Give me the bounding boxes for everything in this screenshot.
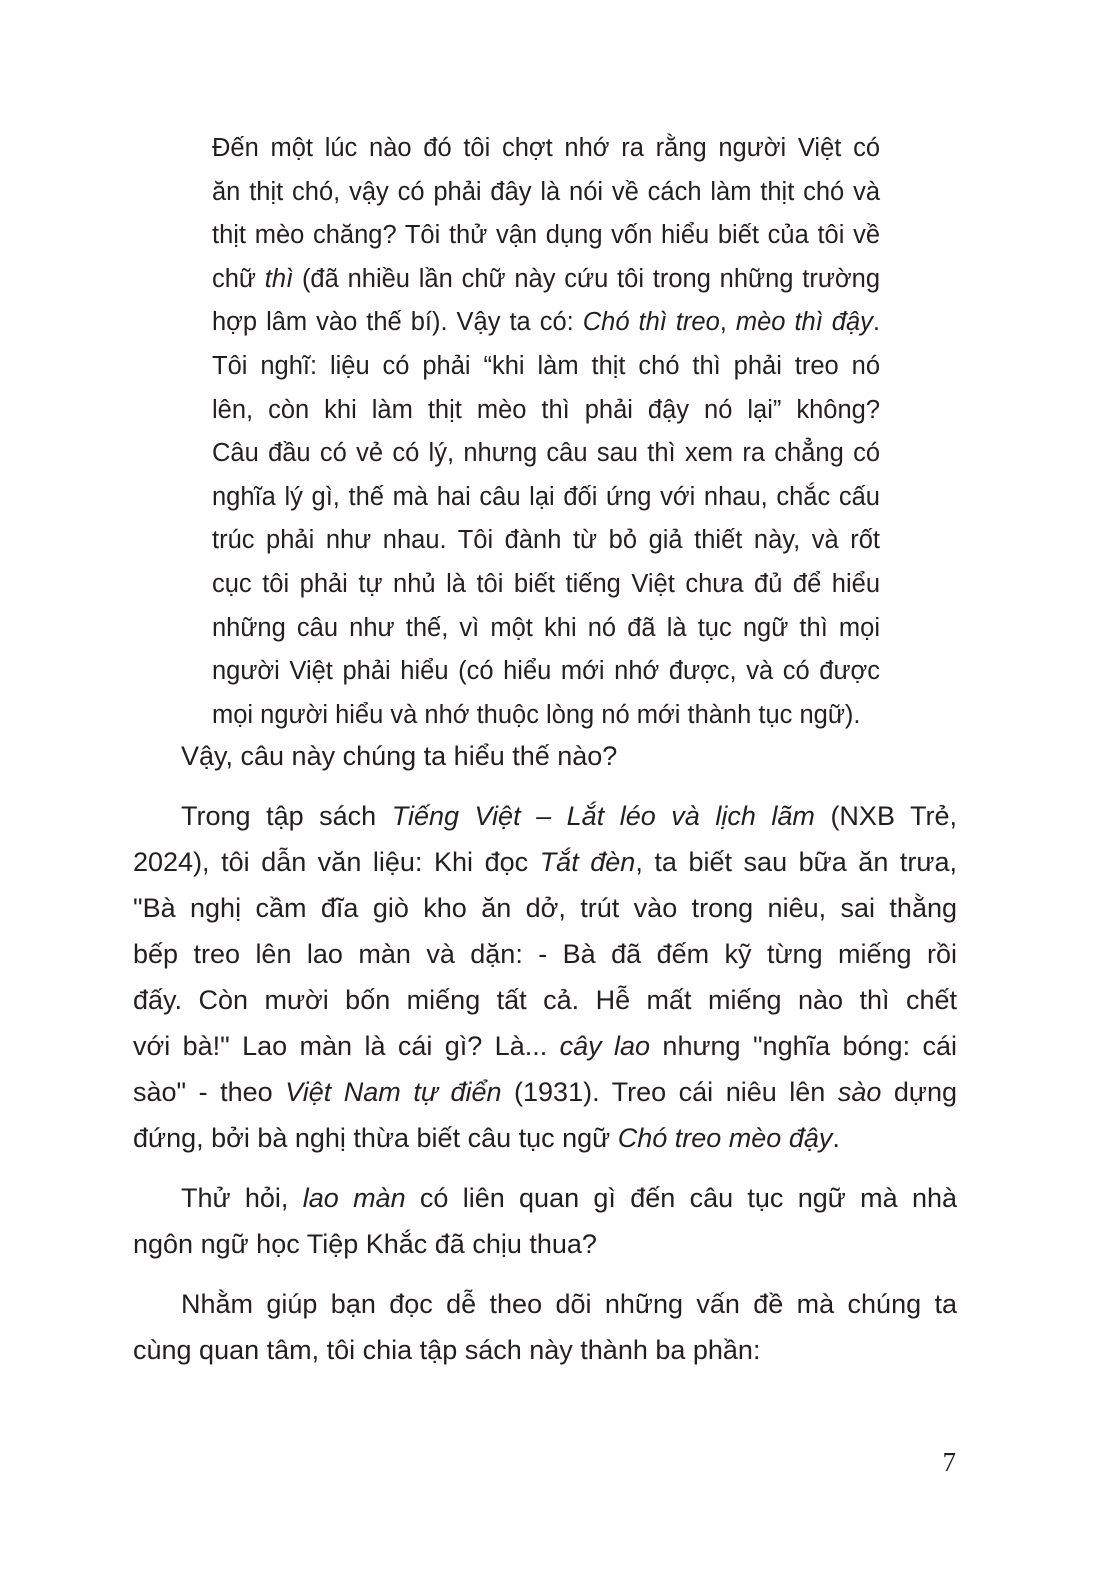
italic-run: cây lao xyxy=(559,1031,651,1061)
italic-run: mèo thì đậy xyxy=(735,308,873,337)
italic-run: Chó thì treo xyxy=(582,308,720,337)
quote-line: Tôi nghĩ: liệu có phải “khi làm thịt chó thì phải treo nó xyxy=(212,351,880,380)
quote-line: ăn thịt chó, vậy có phải đây là nói về cách làm thịt chó và xyxy=(212,177,880,206)
quote-line: mọi người hiểu và nhớ thuộc lòng nó mới thành tục ngữ). xyxy=(212,700,861,729)
quote-line: Câu đầu có vẻ có lý, nhưng câu sau thì xem ra chẳng có xyxy=(212,439,880,468)
paragraph-line: cùng quan tâm, tôi chia tập sách này thành ba phần: xyxy=(133,1335,761,1365)
paragraph xyxy=(133,793,957,1161)
paragraph-line xyxy=(133,1023,957,1069)
italic-run: lao màn xyxy=(302,1183,406,1213)
quote-line: thịt mèo chăng? Tôi thử vận dụng vốn hiểu biết của tôi về xyxy=(212,221,880,250)
quote-line: những câu như thế, vì một khi nó đã là tục ngữ thì mọi xyxy=(212,613,880,642)
italic-run: sào xyxy=(837,1077,882,1107)
text-run: . xyxy=(872,308,881,337)
text-run: hợp lâm vào thế bí). Vậy ta có: xyxy=(212,308,583,337)
paragraph-line xyxy=(133,839,957,885)
text-run: chữ xyxy=(212,264,265,293)
italic-run: Chó treo mèo đậy xyxy=(617,1123,833,1153)
text-run: , xyxy=(719,308,736,337)
paragraph-line xyxy=(133,1069,957,1115)
paragraph-line: "Bà nghị cầm đĩa giò kho ăn dở, trút vào trong niêu, sai thằng xyxy=(133,893,957,923)
text-run: đứng, bởi bà nghị thừa biết câu tục ngữ xyxy=(133,1123,618,1153)
paragraph-line: Vậy, câu này chúng ta hiểu thế nào? xyxy=(181,741,618,771)
paragraph-line: ngôn ngữ học Tiệp Khắc đã chịu thua? xyxy=(133,1229,597,1259)
page-number: 7 xyxy=(942,1447,956,1477)
text-run: với bà!" Lao màn là cái gì? Là... xyxy=(133,1031,560,1061)
text-run: (1931). Treo cái niêu lên xyxy=(501,1077,838,1107)
text-run: có liên quan gì đến câu tục ngữ mà nhà xyxy=(405,1183,958,1213)
text-run: , ta biết sau bữa ăn trưa, xyxy=(635,847,957,877)
quote-line xyxy=(212,258,880,302)
quote-line: lên, còn khi làm thịt mèo thì phải đậy nó lại” không? xyxy=(212,395,880,424)
italic-run: thì xyxy=(264,264,294,293)
paragraph-line: Nhằm giúp bạn đọc dễ theo dõi những vấn đề mà chúng ta xyxy=(181,1289,957,1319)
paragraph xyxy=(133,733,957,779)
paragraph-line xyxy=(133,1175,957,1221)
paragraph xyxy=(133,1175,957,1267)
text-run: Thử hỏi, xyxy=(181,1183,303,1213)
paragraph-line xyxy=(133,793,957,839)
italic-run: Tiếng Việt – Lắt léo và lịch lãm xyxy=(391,801,815,831)
quote-line: cục tôi phải tự nhủ là tôi biết tiếng Việt chưa đủ để hiểu xyxy=(212,569,880,598)
paragraph-line xyxy=(133,1115,957,1161)
text-run: (NXB Trẻ, xyxy=(814,801,957,831)
paragraph-line: bếp treo lên lao màn và dặn: - Bà đã đếm kỹ từng miếng rồi xyxy=(133,939,957,969)
text-run: dựng xyxy=(881,1077,958,1107)
text-run: . xyxy=(832,1123,840,1153)
block-quote xyxy=(212,127,880,737)
body-text xyxy=(133,733,957,1373)
quote-line xyxy=(212,301,880,345)
text-run: nhưng "nghĩa bóng: cái xyxy=(650,1031,957,1061)
paragraph xyxy=(133,1281,957,1373)
text-run: sào" - theo xyxy=(133,1077,286,1107)
quote-line: trúc phải như nhau. Tôi đành từ bỏ giả thiết này, và rốt xyxy=(212,526,880,555)
quote-line: Đến một lúc nào đó tôi chợt nhớ ra rằng người Việt có xyxy=(212,134,880,162)
text-run: Trong tập sách xyxy=(181,801,392,831)
paragraph-line: đấy. Còn mười bốn miếng tất cả. Hễ mất miếng nào thì chết xyxy=(133,985,957,1015)
italic-run: Việt Nam tự điển xyxy=(285,1077,502,1107)
text-run: 2024), tôi dẫn văn liệu: Khi đọc xyxy=(133,847,540,877)
quote-line: nghĩa lý gì, thế mà hai câu lại đối ứng với nhau, chắc cấu xyxy=(212,482,880,511)
italic-run: Tắt đèn xyxy=(539,847,636,877)
text-run: (đã nhiều lần chữ này cứu tôi trong những trường xyxy=(293,264,881,293)
quote-line: người Việt phải hiểu (có hiểu mới nhớ được, và có được xyxy=(212,657,880,686)
